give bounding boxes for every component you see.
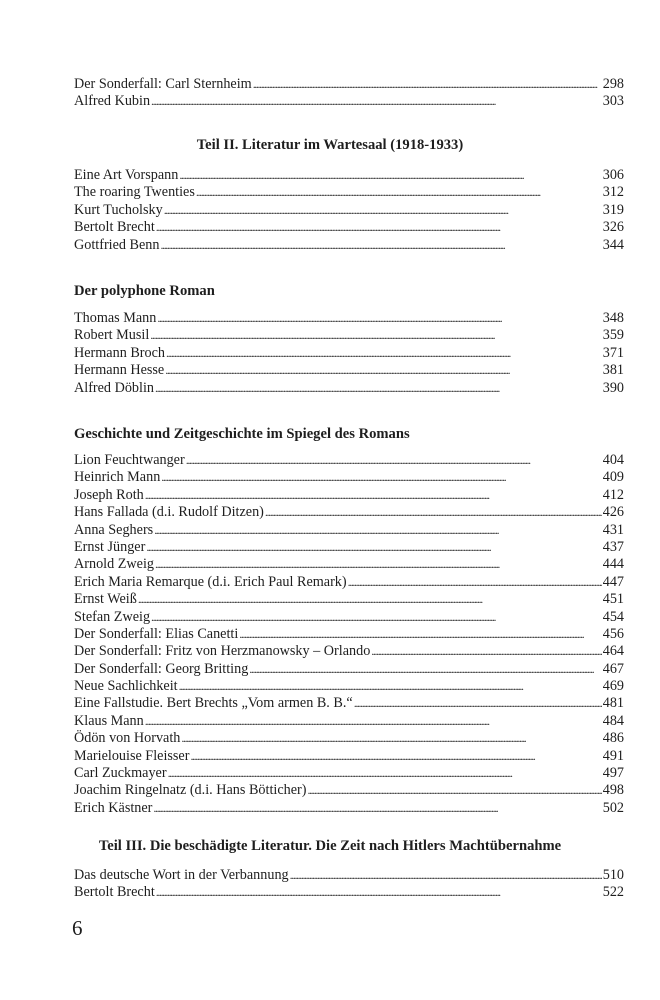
toc-entry	[74, 591, 624, 608]
entry-title: Hans Fallada (d.i. Rudolf Ditzen)	[74, 504, 264, 521]
entry-page-number: 431	[602, 521, 624, 538]
entry-title: Eine Art Vorspann	[74, 167, 179, 183]
toc-entry	[74, 800, 624, 817]
toc-entry	[74, 626, 624, 643]
toc-entry-list	[74, 76, 624, 111]
dot-leader	[265, 504, 602, 521]
dot-leader	[146, 539, 601, 556]
toc-entry	[74, 184, 624, 201]
dot-leader	[190, 748, 601, 765]
section-heading: Der polyphone Roman	[74, 283, 215, 299]
toc-entry	[74, 678, 624, 695]
entry-title: Der Sonderfall: Carl Sternheim	[74, 76, 252, 92]
entry-page-number: 522	[602, 884, 624, 901]
toc-entry	[74, 219, 624, 236]
dot-leader	[179, 167, 601, 184]
entry-title: The roaring Twenties	[74, 184, 195, 201]
toc-section	[74, 76, 624, 111]
entry-title: Joseph Roth	[74, 486, 144, 503]
dot-leader	[161, 237, 602, 254]
toc-entry	[74, 643, 624, 660]
toc-entry	[74, 76, 624, 93]
toc-entry	[74, 539, 624, 556]
entry-page-number: 326	[602, 219, 624, 236]
entry-page-number: 456	[602, 625, 624, 642]
toc-entry	[74, 661, 624, 678]
entry-title: Lion Feuchtwanger	[74, 452, 185, 468]
dot-leader	[153, 800, 601, 817]
toc-entry	[74, 782, 624, 799]
toc-entry	[74, 362, 624, 379]
entry-page-number: 484	[602, 712, 624, 729]
entry-page-number: 312	[602, 184, 624, 201]
entry-page-number: 303	[602, 93, 624, 110]
page-number: 6	[72, 916, 83, 940]
toc-entry	[74, 713, 624, 730]
toc-entry	[74, 765, 624, 782]
dot-leader	[249, 661, 601, 678]
toc-entry	[74, 884, 624, 901]
entry-title: Erich Kästner	[74, 799, 153, 816]
dot-leader	[239, 626, 601, 643]
dot-leader	[179, 678, 602, 695]
part-heading: Teil III. Die beschädigte Literatur. Die Zeit nach Hitlers Machtübernahme	[98, 838, 562, 854]
entry-page-number: 298	[602, 76, 624, 92]
entry-title: Ernst Weiß	[74, 591, 137, 608]
entry-title: Kurt Tucholsky	[74, 201, 163, 218]
toc-entry-list	[74, 167, 624, 254]
entry-title: Stefan Zweig	[74, 608, 151, 625]
entry-title: Ernst Jünger	[74, 538, 146, 555]
dot-leader	[371, 643, 601, 660]
dot-leader	[166, 345, 602, 362]
dot-leader	[181, 730, 601, 747]
part-heading: Teil II. Literatur im Wartesaal (1918-1933)	[196, 137, 464, 153]
toc-entry	[74, 237, 624, 254]
entry-title: Klaus Mann	[74, 712, 144, 729]
entry-page-number: 306	[602, 167, 624, 183]
dot-leader	[348, 574, 602, 591]
entry-title: Ödön von Horvath	[74, 730, 181, 747]
toc-entry-list	[74, 310, 624, 397]
dot-leader	[161, 469, 601, 486]
toc-entry	[74, 202, 624, 219]
entry-title: Heinrich Mann	[74, 469, 161, 486]
dot-leader	[145, 713, 602, 730]
entry-page-number: 426	[602, 504, 624, 521]
dot-leader	[253, 76, 602, 93]
entry-title: Joachim Ringelnatz (d.i. Hans Bötticher)	[74, 782, 307, 799]
dot-leader	[290, 867, 602, 884]
toc-entry-list	[74, 867, 624, 902]
entry-page-number: 510	[602, 867, 624, 883]
toc-entry	[74, 730, 624, 747]
entry-page-number: 469	[602, 678, 624, 695]
toc-entry	[74, 167, 624, 184]
toc-entry	[74, 380, 624, 397]
entry-page-number: 344	[602, 236, 624, 253]
toc-section	[74, 310, 624, 397]
entry-page-number: 390	[602, 379, 624, 396]
toc-section	[74, 452, 624, 817]
toc-entry	[74, 556, 624, 573]
entry-title: Bertolt Brecht	[74, 884, 155, 901]
dot-leader	[168, 765, 602, 782]
dot-leader	[196, 184, 602, 201]
toc-entry	[74, 93, 624, 110]
entry-page-number: 486	[602, 730, 624, 747]
dot-leader	[145, 487, 602, 504]
dot-leader	[186, 452, 602, 469]
entry-title: Der Sonderfall: Georg Britting	[74, 660, 249, 677]
entry-page-number: 412	[602, 486, 624, 503]
dot-leader	[151, 93, 602, 110]
entry-page-number: 502	[602, 799, 624, 816]
entry-title: Robert Musil	[74, 327, 150, 344]
toc-entry	[74, 469, 624, 486]
dot-leader	[154, 522, 602, 539]
toc-entry	[74, 867, 624, 884]
toc-entry	[74, 748, 624, 765]
entry-page-number: 498	[602, 782, 624, 799]
toc-entry	[74, 327, 624, 344]
entry-page-number: 467	[602, 660, 624, 677]
entry-page-number: 464	[602, 643, 624, 660]
section-heading: Geschichte und Zeitgeschichte im Spiegel des Romans	[74, 426, 410, 442]
entry-page-number: 481	[602, 695, 624, 712]
toc-entry	[74, 609, 624, 626]
dot-leader	[155, 380, 602, 397]
entry-page-number: 497	[602, 765, 624, 782]
dot-leader	[155, 556, 602, 573]
entry-title: Hermann Hesse	[74, 362, 165, 379]
dot-leader	[138, 591, 602, 608]
entry-page-number: 409	[602, 469, 624, 486]
dot-leader	[157, 310, 601, 327]
toc-entry-list	[74, 452, 624, 817]
toc-section	[74, 167, 624, 254]
entry-title: Hermann Broch	[74, 344, 166, 361]
dot-leader	[164, 202, 602, 219]
entry-title: Alfred Kubin	[74, 93, 151, 110]
entry-title: Der Sonderfall: Elias Canetti	[74, 625, 239, 642]
toc-entry	[74, 310, 624, 327]
entry-page-number: 371	[602, 344, 624, 361]
entry-page-number: 451	[602, 591, 624, 608]
entry-page-number: 444	[602, 556, 624, 573]
entry-page-number: 359	[602, 327, 624, 344]
entry-title: Eine Fallstudie. Bert Brechts „Vom armen B. B.“	[74, 695, 353, 712]
entry-title: Thomas Mann	[74, 310, 157, 326]
entry-title: Der Sonderfall: Fritz von Herzmanowsky – Orlando	[74, 643, 371, 660]
entry-title: Carl Zuckmayer	[74, 765, 167, 782]
toc-entry	[74, 504, 624, 521]
dot-leader	[150, 327, 601, 344]
entry-page-number: 491	[602, 747, 624, 764]
toc-entry	[74, 487, 624, 504]
dot-leader	[307, 782, 601, 799]
dot-leader	[151, 609, 602, 626]
dot-leader	[156, 884, 602, 901]
dot-leader	[156, 219, 602, 236]
entry-title: Bertolt Brecht	[74, 219, 155, 236]
toc-entry	[74, 452, 624, 469]
entry-title: Anna Seghers	[74, 521, 154, 538]
toc-entry	[74, 695, 624, 712]
entry-page-number: 381	[602, 362, 624, 379]
entry-title: Gottfried Benn	[74, 236, 160, 253]
entry-page-number: 437	[602, 538, 624, 555]
dot-leader	[354, 695, 602, 712]
entry-title: Alfred Döblin	[74, 379, 154, 396]
entry-page-number: 348	[602, 310, 624, 326]
entry-title: Erich Maria Remarque (d.i. Erich Paul Remark)	[74, 573, 347, 590]
entry-page-number: 454	[602, 608, 624, 625]
entry-page-number: 404	[602, 452, 624, 468]
entry-title: Das deutsche Wort in der Verbannung	[74, 867, 289, 883]
entry-page-number: 319	[602, 201, 624, 218]
toc-section	[74, 867, 624, 902]
toc-entry	[74, 522, 624, 539]
toc-entry	[74, 345, 624, 362]
entry-page-number: 447	[602, 573, 624, 590]
entry-title: Neue Sachlichkeit	[74, 678, 178, 695]
dot-leader	[165, 362, 602, 379]
entry-title: Arnold Zweig	[74, 556, 154, 573]
toc-entry	[74, 574, 624, 591]
entry-title: Marielouise Fleisser	[74, 747, 190, 764]
